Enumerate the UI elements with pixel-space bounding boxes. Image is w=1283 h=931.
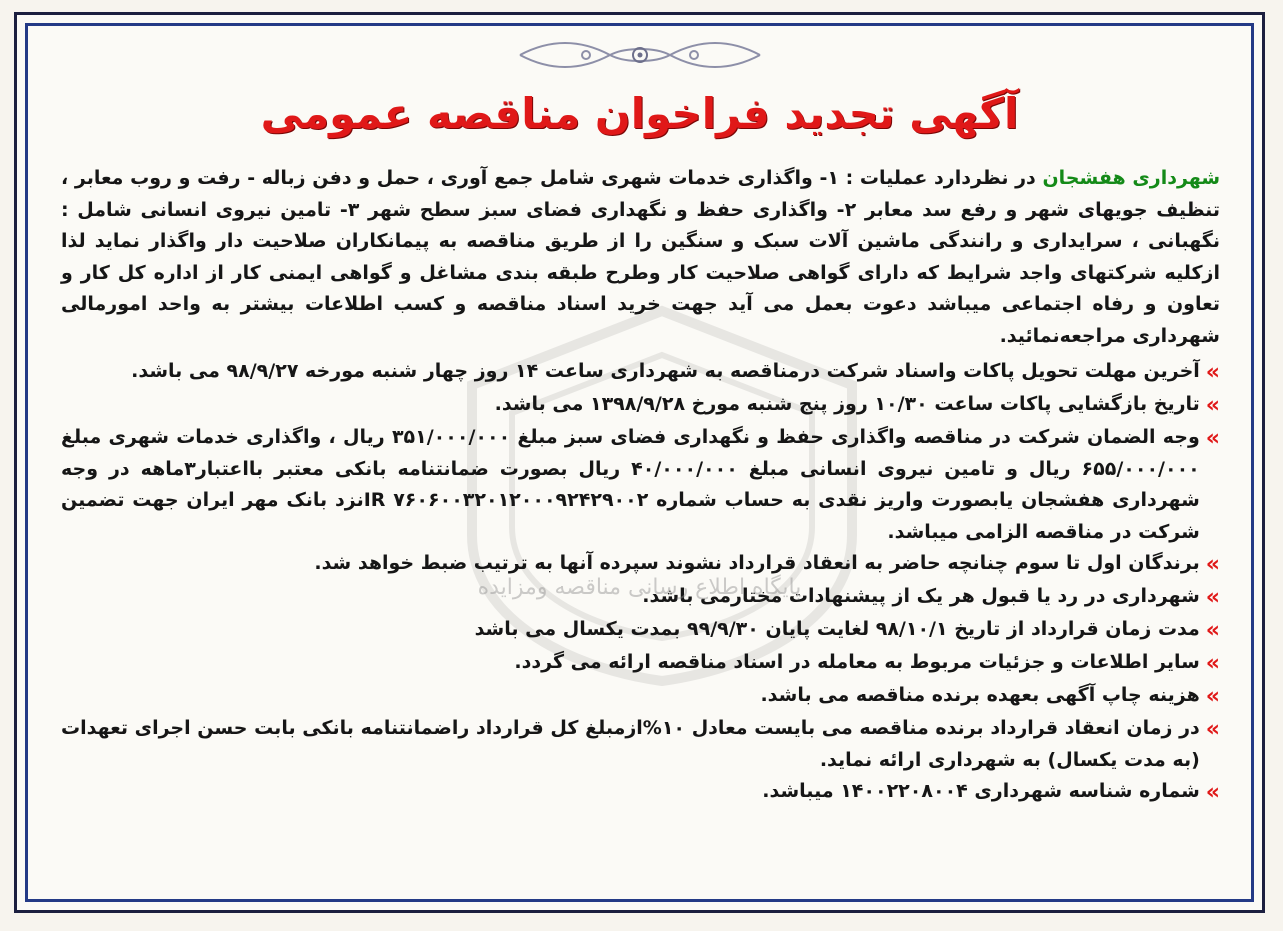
notice-item — [61, 680, 1220, 713]
notice-item-text: شهرداری در رد یا قبول هر یک از پیشنهادات مختارمی باشد. — [642, 585, 1200, 608]
notice-item-text: هزینه چاپ آگهی بعهده برنده مناقصه می باشد. — [760, 684, 1200, 707]
double-chevron-left-icon: » — [1205, 360, 1220, 386]
intro-body: در نظردارد عملیات : ۱- واگذاری خدمات شهری شامل جمع آوری ، حمل و دفن زباله - رفت و روب معابر ، تنظیف جویهای شهر و رفع سد معابر ۲- واگذاری حفظ و نگهداری فضای سبز سطح شهر ۳- تامین نیروی انسانی شامل : نگهبانی ، سرایداری و رانندگی ماشین آلات سبک و سنگین را از طریق مناقصه به پیمانکاران صلاحیت دار واگذار نماید لذا ازکلیه شرکتهای واجد شرایط که دارای گواهی صلاحیت کار وطرح طبقه بندی مشاغل و گواهی ایمنی کار از اداره کل کار و تعاون و رفاه اجتماعی میباشد دعوت بعمل می آید جهت خرید اسناد مناقصه و کسب اطلاعات بیشتر به واحد امورمالی شهرداری مراجعه‌نمائید. — [61, 167, 1221, 347]
notice-item — [61, 422, 1220, 548]
notice-item — [61, 647, 1220, 680]
notice-item — [61, 356, 1220, 389]
notice-item-text: برندگان اول تا سوم چنانچه حاضر به انعقاد قرارداد نشوند سپرده آنها به ترتیب ضبط خواهد شد. — [314, 552, 1200, 575]
watermark-text: پایگاه اطلاع رسانی مناقصه ومزایده — [477, 575, 802, 600]
intro-paragraph — [61, 163, 1220, 352]
notice-items — [61, 356, 1220, 809]
double-chevron-left-icon: » — [1205, 618, 1220, 644]
notice-content — [61, 163, 1220, 809]
double-chevron-left-icon: » — [1205, 780, 1220, 806]
notice-item — [61, 548, 1220, 581]
double-chevron-left-icon: » — [1205, 585, 1220, 611]
notice-item-text: سایر اطلاعات و جزئیات مربوط به معامله در اسناد مناقصه ارائه می گردد. — [514, 651, 1200, 674]
organization-name: شهرداری هفشجان — [1042, 167, 1220, 189]
double-chevron-left-icon: » — [1205, 426, 1220, 452]
decorative-ornament-icon — [510, 37, 770, 73]
notice-item-text: تاریخ بازگشایی پاکات ساعت ۱۰/۳۰ روز پنج شنبه مورخ ۱۳۹۸/۹/۲۸ می باشد. — [494, 393, 1200, 416]
notice-frame — [14, 12, 1265, 913]
notice-item-text: آخرین مهلت تحویل پاکات واسناد شرکت درمناقصه به شهرداری ساعت ۱۴ روز چهار شنبه مورخه ۹۸/۹/۲۷ می باشد. — [131, 360, 1200, 383]
double-chevron-left-icon: » — [1205, 552, 1220, 578]
notice-item — [61, 614, 1220, 647]
double-chevron-left-icon: » — [1205, 393, 1220, 419]
notice-item-text: مدت زمان قرارداد از تاریخ ۹۸/۱۰/۱ لغایت پایان ۹۹/۹/۳۰ بمدت یکسال می باشد — [474, 618, 1200, 641]
notice-item-text: وجه الضمان شرکت در مناقصه واگذاری حفظ و نگهداری فضای سبز مبلغ ۳۵۱/۰۰۰/۰۰۰ ریال ، واگذاری خدمات شهری مبلغ ۶۵۵/۰۰۰/۰۰۰ ریال و تامین نیروی انسانی مبلغ ۴۰/۰۰۰/۰۰۰ ریال بصورت ضمانتنامه بانکی معتبر بااعتبار۳ماهه در وجه شهرداری هفشجان یابصورت واریز نقدی به حساب شماره IR ۷۶۰۶۰۰۳۲۰۱۲۰۰۰۹۲۴۲۹۰۰۲نزد بانک مهر ایران جهت تضمین شرکت در مناقصه الزامی میباشد. — [61, 426, 1200, 543]
notice-item-text: شماره شناسه شهرداری ۱۴۰۰۲۲۰۸۰۰۴ میباشد. — [762, 780, 1200, 803]
double-chevron-left-icon: » — [1205, 684, 1220, 710]
notice-item — [61, 713, 1220, 776]
double-chevron-left-icon: » — [1205, 651, 1220, 677]
notice-item — [61, 581, 1220, 614]
double-chevron-left-icon: » — [1205, 717, 1220, 743]
notice-item — [61, 389, 1220, 422]
notice-item-text: در زمان انعقاد قرارداد برنده مناقصه می بایست معادل ۱۰%ازمبلغ کل قرارداد راضمانتنامه بانکی بابت حسن اجرای تعهدات (به مدت یکسال) به شهرداری ارائه نماید. — [61, 717, 1200, 771]
notice-item — [61, 776, 1220, 809]
notice-title: آگهی تجدید فراخوان مناقصه عمومی — [260, 89, 1019, 138]
